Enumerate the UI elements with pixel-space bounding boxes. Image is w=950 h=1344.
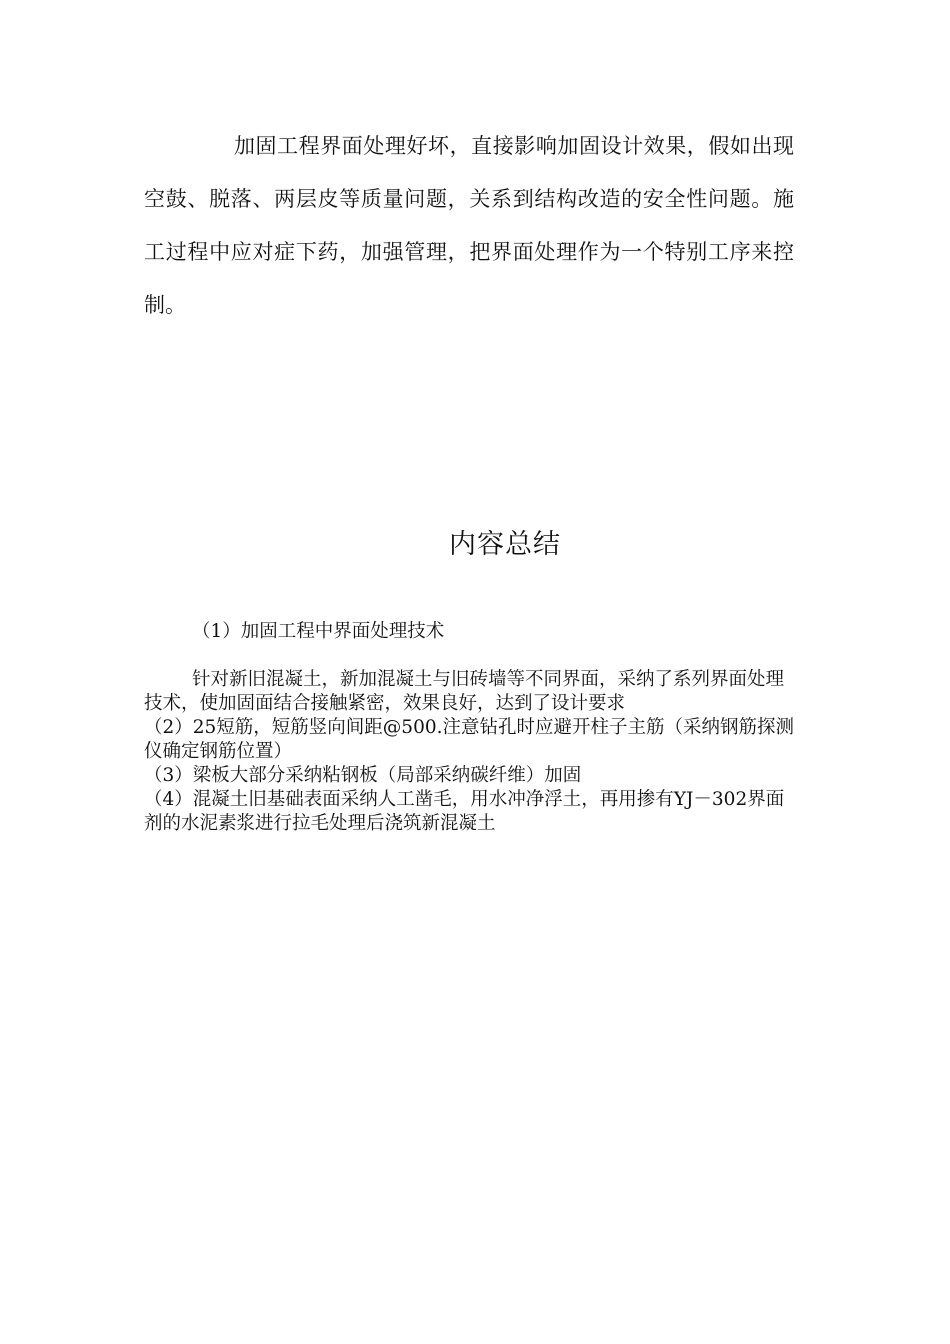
intro-paragraph: 加固工程界面处理好坏，直接影响加固设计效果，假如出现空鼓、脱落、两层皮等质量问题，关系到结构改造的安全性问题。施工过程中应对症下药，加强管理，把界面处理作为一个特别工序来控制。 (144, 134, 794, 317)
summary-item-3: （3）梁板大部分采纳粘钢板（局部采纳碳纤维）加固 (144, 765, 582, 786)
summary-title: 内容总结 (449, 529, 561, 560)
summary-body (144, 620, 798, 836)
summary-heading-1: （1）加固工程中界面处理技术 (192, 621, 445, 642)
summary-item-4: （4）混凝土旧基础表面采纳人工凿毛，用水冲净浮土，再用掺有YJ－302界面剂的水泥素浆进行拉毛处理后浇筑新混凝土 (144, 789, 785, 834)
summary-paragraph-1: 针对新旧混凝土，新加混凝土与旧砖墙等不同界面，采纳了系列界面处理技术，使加固面结合接触紧密，效果良好，达到了设计要求 (144, 669, 785, 714)
summary-item-2: （2）25短筋，短筋竖向间距@500.注意钻孔时应避开柱子主筋（采纳钢筋探测仪确定钢筋位置） (144, 717, 795, 762)
